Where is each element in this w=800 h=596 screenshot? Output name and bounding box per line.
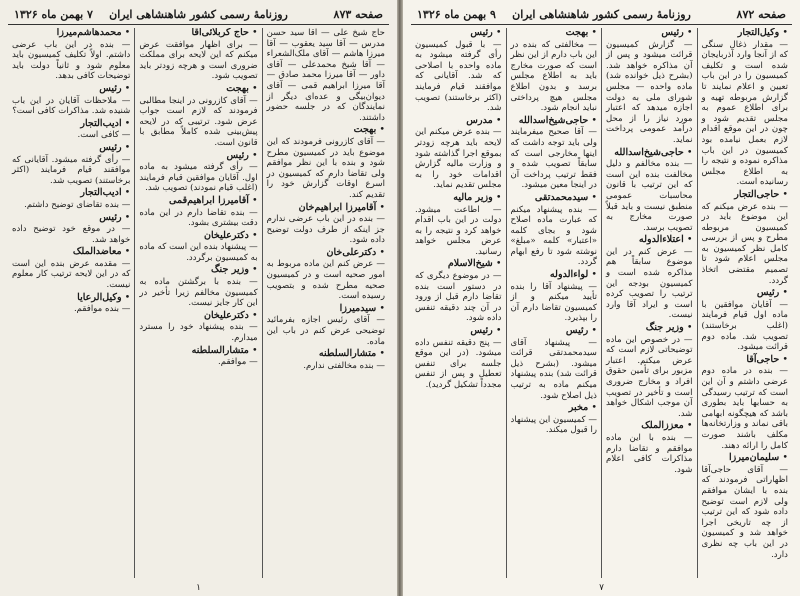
- speaker-name: • رئیس: [415, 28, 502, 39]
- left-page-footer-number: ۱: [196, 583, 201, 593]
- entry: [12, 188, 130, 210]
- entry: [415, 28, 502, 114]
- entry: [702, 355, 789, 451]
- right-page-footer-number: ۷: [599, 583, 604, 593]
- speech-text: — مقدمه عرض بنده این است که در این لایحه ترتیب کار معلوم نیست.: [12, 258, 131, 291]
- entry: [606, 323, 693, 419]
- speech-text: — آقای کازرونی فرمودند که این موضوع باید در کمیسیون مطرح شود و بنده با این نظر موافقم ولی تقاضا دارم که کمیسیون در اسرع اوقات گزارش خود را تقدیم کند.: [266, 136, 385, 200]
- speaker-name: • معززالملک: [606, 421, 693, 432]
- speaker-name: • رئیس: [702, 288, 789, 299]
- column: [698, 28, 793, 578]
- speaker-name: • متشارالسلطنه: [139, 346, 257, 357]
- speaker-name: • رئیس: [12, 143, 130, 154]
- speaker-name: • بهجت: [139, 84, 257, 95]
- speaker-name: • رئیس: [415, 326, 502, 337]
- right-page-number: صفحه ۸۷۲: [736, 8, 786, 21]
- left-page-number: صفحه ۸۷۳: [333, 8, 383, 21]
- entry: [415, 259, 502, 324]
- entry: [139, 346, 257, 368]
- speech-text: — ملاحظات آقایان در این باب شنیده شد. مذاکرات کافی است؟: [12, 95, 131, 117]
- entry: [12, 293, 130, 315]
- speech-text: — در خصوص این ماده توضیحاتی لازم است که عرض میکنم. اعتبار مزبور برای تأمین حقوق افراد و مخارج ضروری است و تأخیر در تصویب آن موجب اشکال خواهد شد.: [606, 334, 693, 419]
- entry: [267, 304, 385, 347]
- speaker-name: • اعتلاءالدوله: [606, 235, 693, 246]
- speech-text: — بنده عرض میکنم که این موضوع باید در کمیسیون مربوطه مطرح و پس از بررسی کامل نظر کمیسیون به مجلس اعلام شود تا تصمیم مقتضی اتخاذ گردد.: [701, 201, 788, 286]
- speech-text: — عرض کنم در این موضوع سابقاً هم مذاکره شده است و کمیسیون بودجه این ترتیب را تصویب کرده است و ایراد آقا وارد نیست.: [606, 246, 693, 321]
- left-page: [0, 0, 397, 596]
- speaker-name: • حاجی‌شیخ‌اسدالله: [511, 116, 598, 127]
- speech-text: — آقای رئیس اجازه بفرمائید توضیحی عرض کنم در باب این ماده.: [266, 315, 385, 347]
- column: [411, 28, 507, 578]
- speaker-name: • رئیس: [12, 84, 130, 95]
- speaker-name: • حاجی‌التجار: [702, 190, 789, 201]
- entry: [511, 116, 598, 191]
- entry: [702, 288, 789, 353]
- right-page: [403, 0, 800, 596]
- entry: [12, 213, 130, 246]
- speaker-name: • مخبر: [511, 403, 598, 414]
- speech-text: — رأی گرفته میشود. آقایانی که موافقند قیام فرمایند (اکثر برخاستند) تصویب شد.: [12, 154, 131, 186]
- speech-text: — بنده در این باب عرضی ندارم جز اینکه از طرف دولت توضیح داده شود.: [266, 214, 385, 246]
- entry: [415, 193, 502, 258]
- entry: [139, 231, 257, 264]
- speech-text: — پیشنهاد آقای سیدمحمدتقی قرائت میشود. (بشرح ذیل قرائت شد) بنده پیشنهاد میکنم ماده به ترتیب ذیل اصلاح شود.: [510, 337, 597, 401]
- column: [135, 28, 262, 578]
- speaker-name: • سلیمان‌میرزا: [702, 453, 789, 464]
- right-page-columns: [411, 28, 792, 578]
- column: [8, 28, 135, 578]
- speaker-name: • ادیب‌التجار: [12, 119, 130, 130]
- speaker-name: • دکترعلیخان: [139, 231, 257, 242]
- entry: [702, 453, 789, 560]
- speech-text: — آقای کازرونی در اینجا مطالبی فرمودند که لازم است جواب عرض شود. ترتیبی که در لایحه پیش‌بینی شده کاملاً مطابق با قانون است.: [139, 95, 258, 148]
- speech-text: — آقایان موافقین با ماده اول قیام فرمایند (اغلب برخاستند) تصویب شد. ماده دوم قرائت میشود.: [701, 299, 788, 353]
- entry: [606, 421, 693, 475]
- speech-text: — کافی است.: [77, 130, 131, 141]
- left-page-header: [8, 4, 389, 24]
- speaker-name: • متشارالسلطنه: [267, 349, 385, 360]
- speech-text: — بنده مخالفم و دلیل مخالفت بنده این است که این ترتیب با قانون محاسبات عمومی منطبق نیست و باید قبلاً صورت مخارج به تصویب برسد.: [606, 159, 693, 233]
- entry: [139, 84, 257, 149]
- speaker-name: • وزیر جنگ: [139, 265, 257, 276]
- speech-text: — اطاعت میشود. دولت در این باب اقدام خواهد کرد و نتیجه را به عرض مجلس خواهد رسانید.: [415, 204, 502, 257]
- entry: [267, 248, 385, 302]
- entry: [606, 148, 693, 234]
- speech-text: — پیشنهاد آقا را بنده تأیید میکنم و از کمیسیون تقاضا دارم آن را بپذیرد.: [510, 281, 597, 324]
- entry: [12, 143, 130, 186]
- speaker-name: • لواءالدوله: [511, 270, 598, 281]
- speech-text: — بنده تقاضا دارم در این ماده دقت بیشتری بشود.: [139, 207, 258, 229]
- speech-text: حاج شیخ علی — آقا سید حسن مدرس — آقا سید یعقوب — آقا میرزا هاشم — آقای ملک‌الشعراء — آقا شیخ محمدعلی — آقای داور — آقا میرزا محمد صادق — آقا میرزا ابراهیم قمی — آقای دیوان‌بیگی و عده‌ای دیگر از نمایندگان که در جلسه حضور داشتند.: [266, 28, 385, 123]
- speech-text: — گزارش کمیسیون قرائت میشود و پس از آن مذاکره خواهد شد. (بشرح ذیل خوانده شد) ماده واحده — مجلس شورای ملی به دولت اجازه میدهد که اعتبار مورد نیاز را از محل درآمد عمومی پرداخت نماید.: [606, 39, 693, 145]
- left-page-title: روزنامهٔ رسمی کشور شاهنشاهی ایران: [109, 8, 288, 21]
- speech-text: — آقا صحیح میفرمایند ولی باید توجه داشت که اینها مخارجی است که سابقاً تصویب شده و فقط ترتیب پرداخت آن در اینجا معین میشود.: [510, 127, 597, 191]
- column: [263, 28, 389, 578]
- entry: [139, 151, 257, 194]
- entry: [139, 196, 257, 229]
- column: [507, 28, 603, 578]
- entry: [511, 193, 598, 268]
- entry: [139, 265, 257, 308]
- speaker-name: • حاجی‌شیخ‌اسدالله: [606, 148, 693, 159]
- speech-text: — موافقم.: [218, 357, 258, 368]
- speaker-name: • بهجت: [267, 125, 385, 136]
- speech-text: — بنده عرض میکنم این لایحه باید هرچه زودتر بموقع اجرا گذاشته شود و وزارت مالیه گزارش اقدامات خود را به مجلس تقدیم نماید.: [415, 127, 502, 191]
- entry: [511, 326, 598, 401]
- entry: [702, 190, 789, 286]
- speaker-name: • دکترعلیخان: [139, 311, 257, 322]
- speaker-name: • آقامیرزا ابراهیم‌قمی: [139, 196, 257, 207]
- speech-text: — بنده در ماده دوم عرضی داشتم و آن این است که ترتیب رسیدگی به حسابها باید بطوری باشد که هیچگونه ابهامی باقی نماند و وزارتخانه‌ها مکلف باشند صورت کامل را ارائه دهند.: [701, 366, 788, 451]
- speaker-name: • وزیر جنگ: [606, 323, 693, 334]
- entry: [267, 28, 385, 123]
- speech-text: — مقدار ذغال سنگی که از آنجا وارد آذربایجان شده است و تکلیف کمیسیون را در این باب تعیین و اعلام نمایند تا گزارش مربوطه تهیه و برای اطلاع عموم به مجلس تقدیم شود و چون در این موقع اقدام لازم بعمل نیامده بود کمیسیون در این باب مذاکره نموده و نتیجه را به اطلاع مجلس رسانیده است.: [701, 39, 788, 188]
- entry: [139, 28, 257, 82]
- speech-text: — کمیسیون این پیشنهاد را قبول میکند.: [510, 414, 597, 436]
- speaker-name: • معاضدالملک: [12, 247, 130, 258]
- speaker-name: • رئیس: [511, 326, 598, 337]
- speaker-name: • وکیل‌الرعایا: [12, 293, 130, 304]
- speech-text: — برای اظهار موافقت عرض میکنم که این لایحه برای مملکت ضروری است و هرچه زودتر باید تصویب شود.: [139, 39, 258, 82]
- speech-text: — بنده مخالفتی ندارم.: [303, 360, 385, 371]
- speaker-name: • وزیر مالیه: [415, 193, 502, 204]
- entry: [12, 84, 130, 117]
- entry: [415, 326, 502, 391]
- speech-text: — بنده موافقم.: [73, 304, 131, 315]
- speech-text: — مخالفتی که بنده در این باب دارم از این نظر است که صورت مخارج باید به اطلاع مجلس برسد و بدون اطلاع مجلس هیچ پرداختی نباید انجام شود.: [510, 39, 597, 114]
- speech-text: — بنده در این باب عرضی داشتم. اولاً تکلیف کمیسیون باید معلوم شود و ثانیاً دولت باید توضیحات کافی بدهد.: [12, 39, 131, 82]
- left-page-date: ۷ بهمن ماه ۱۳۲۶: [14, 8, 93, 21]
- speaker-name: • محمدهاشم‌میرزا: [12, 28, 130, 39]
- entry: [606, 28, 693, 146]
- right-page-date: ۹ بهمن ماه ۱۳۲۶: [417, 8, 496, 21]
- entry: [511, 270, 598, 324]
- entry: [511, 403, 598, 436]
- entry: [12, 247, 130, 290]
- speaker-name: • مدرس: [415, 116, 502, 127]
- speaker-name: • رئیس: [12, 213, 130, 224]
- speaker-name: • دکترعلی‌خان: [267, 248, 385, 259]
- speech-text: — در موضوع دیگری که در دستور است بنده تقاضا دارم قبل از ورود در آن چند دقیقه تنفس داده شود.: [415, 271, 502, 324]
- speech-text: — بنده تقاضای توضیح داشتم.: [24, 199, 131, 210]
- speaker-name: • رئیس: [606, 28, 693, 39]
- speech-text: — پیشنهاد بنده این است که ماده به کمیسیون برگردد.: [139, 242, 258, 263]
- speaker-name: • آقامیرزا ابراهیم‌خان: [267, 203, 385, 214]
- speaker-name: • حاجی‌آقا: [702, 355, 789, 366]
- speaker-name: • سیدمیرزا: [267, 304, 385, 315]
- entry: [267, 203, 385, 246]
- left-page-columns: [8, 28, 389, 578]
- speech-text: — بنده با برگشتن ماده به کمیسیون مخالفم زیرا تأخیر در این کار جایز نیست.: [139, 277, 258, 309]
- right-page-header: [411, 4, 792, 24]
- speech-text: — عرض کنم این ماده مربوط به امور صحیه است و در کمیسیون صحیه مطرح شده و بتصویب رسیده است.: [266, 259, 385, 302]
- speech-text: — آقای حاجی‌آقا اظهاراتی فرمودند که بنده با ایشان موافقم ولی لازم است توضیح داده شود که این ترتیب از چه تاریخی اجرا خواهد شد و کمیسیون در این باب چه نظری دارد.: [701, 464, 788, 560]
- speaker-name: • شیخ‌الاسلام: [415, 259, 502, 270]
- entry: [12, 28, 130, 82]
- entry: [415, 116, 502, 191]
- entry: [511, 28, 598, 114]
- header-rule: [8, 24, 389, 25]
- speech-text: — بنده با این ماده موافقم و تقاضا دارم مذاکرات کافی اعلام شود.: [606, 432, 693, 475]
- entry: [267, 125, 385, 200]
- speech-text: — بنده پیشنهاد خود را مسترد میدارم.: [139, 322, 258, 344]
- speaker-name: • وکیل‌التجار: [702, 28, 789, 39]
- entry: [139, 311, 257, 344]
- speaker-name: • بهجت: [511, 28, 598, 39]
- speaker-name: • سیدمحمدتقی: [511, 193, 598, 204]
- speech-text: — بنده پیشنهاد میکنم که عبارت ماده اصلاح شود و بجای کلمه «اعتبار» کلمه «مبلغ» نوشته شود تا رفع ابهام گردد.: [510, 204, 597, 268]
- speaker-name: • رئیس: [139, 151, 257, 162]
- entry: [606, 235, 693, 321]
- speech-text: — رأی گرفته میشود به ماده اول. آقایان موافقین قیام فرمایند (اغلب قیام نمودند) تصویب شد.: [139, 162, 258, 194]
- speech-text: — در موقع خود توضیح داده خواهد شد.: [12, 224, 131, 245]
- speech-text: — پنج دقیقه تنفس داده میشود. (در این موقع جلسه برای تنفس تعطیل و پس از تنفس مجدداً تشکیل گردید).: [415, 337, 502, 390]
- entry: [702, 28, 789, 188]
- speaker-name: • حاج کربلائی‌آقا: [139, 28, 257, 39]
- speaker-name: • ادیب‌التجار: [12, 188, 130, 199]
- column: [602, 28, 698, 578]
- entry: [267, 349, 385, 371]
- right-page-title: روزنامهٔ رسمی کشور شاهنشاهی ایران: [512, 8, 691, 21]
- speech-text: — با قبول کمیسیون رأی گرفته میشود به ماده واحده با اصلاحی که شد. آقایانی که موافقند قیام فرمایند (اکثر برخاستند) تصویب شد.: [415, 39, 502, 114]
- header-rule: [411, 24, 792, 25]
- entry: [12, 119, 130, 141]
